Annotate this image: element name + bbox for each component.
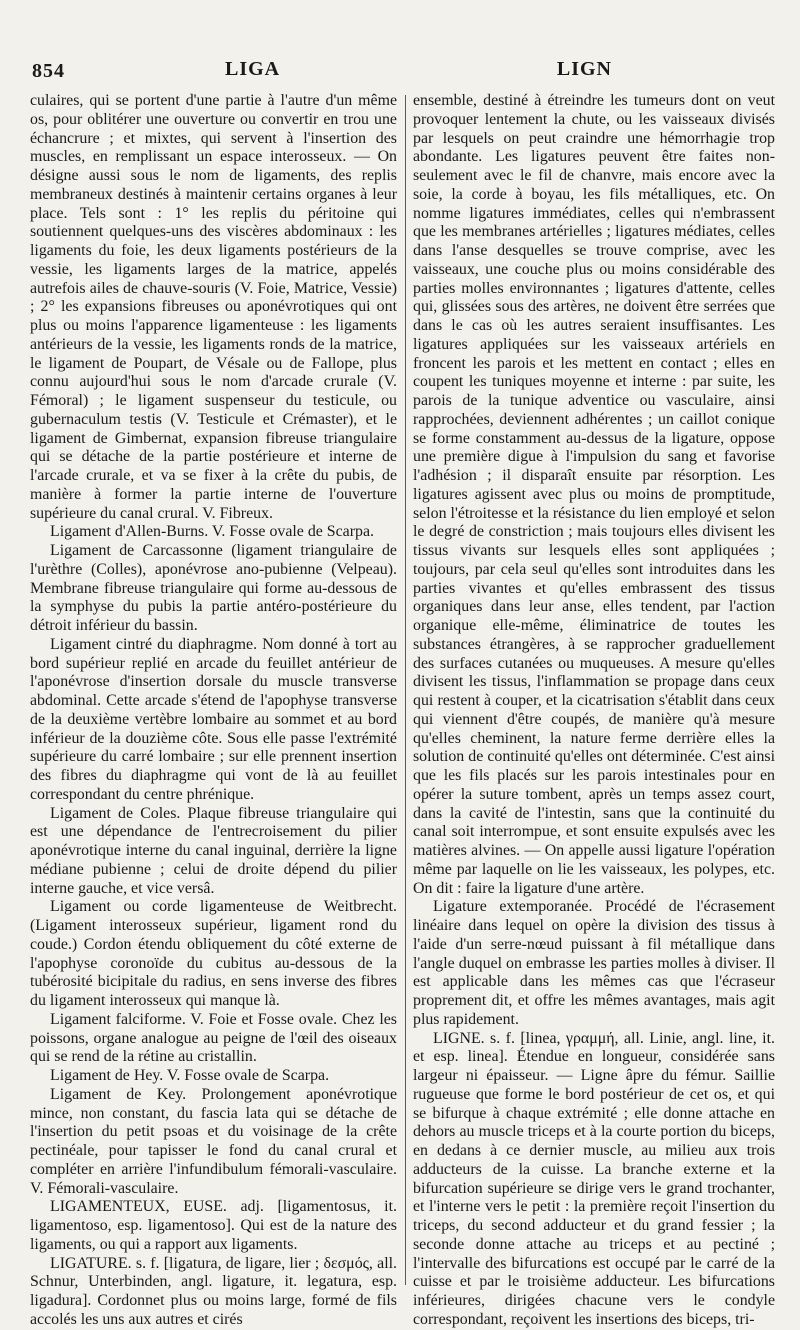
paragraph: Ligament de Coles. Plaque fibreuse triangulaire qui est une dépendance de l'entrecroisement du pilier aponévrotique interne du canal inguinal, derrière la ligne médiane pubienne ; celui de droite dépend du pilier interne gauche, et vice versâ.	[30, 804, 397, 897]
left-column	[30, 92, 397, 1328]
running-header	[30, 56, 772, 84]
paragraph: Ligament cintré du diaphragme. Nom donné à tort au bord supérieur replié en arcade du feuillet antérieur de l'aponévrose d'insertion dorsale du muscle transverse abdominal. Cette arcade s'étend de l'apophyse transverse de la deuxième vertèbre lombaire au sommet et au bord inférieur de la douzième côte. Sous elle passe l'extrémité supérieure du carré lombaire ; sur elle prennent insertion des fibres du diaphragme qui vont de là au feuillet correspondant du centre phrénique.	[30, 635, 397, 803]
entry-ligature: LIGATURE. s. f. [ligatura, de ligare, lier ; δεσμός, all. Schnur, Unterbinden, angl. ligature, it. legatura, esp. ligadura]. Cordonnet plus ou moins large, formé de fils accolés les uns aux autres et cirés	[30, 1254, 397, 1328]
column-divider	[405, 95, 406, 1285]
paragraph: Ligament de Carcassonne (ligament triangulaire de l'urèthre (Colles), aponévrose ano-pubienne (Velpeau). Membrane fibreuse triangulaire qui forme au-dessous de la symphyse du pubis la partie antéro-postérieure du détroit inférieur du bassin.	[30, 542, 397, 634]
entry-ligne: LIGNE. s. f. [linea, γραμμή, all. Linie, angl. line, it. et esp. linea]. Étendue en longueur, considérée sans largeur ni épaisseur. — Ligne âpre du fémur. Saillie rugueuse que forme le bord postérieur de cet os, et qui se bifurque à chaque extrémité ; elle donne attache en dehors au muscle triceps et à la courte portion du biceps, en dedans à ce dernier muscle, au milieu aux trois adducteurs de la cuisse. La branche externe et la bifurcation supérieure se dirige vers le grand trochanter, et l'interne vers le petit : la première reçoit l'insertion du triceps, du second adducteur et du grand fessier ; la seconde donne attache au triceps et au pectiné ; l'intervalle des bifurcations est occupé par le carré de la cuisse et par le troisième adducteur. Les bifurcations inférieures, dirigées chacune vers le condyle correspondant, reçoivent les insertions des biceps, tri-	[413, 1029, 775, 1328]
running-head-left: LIGA	[225, 58, 281, 80]
paragraph: culaires, qui se portent d'une partie à l'autre d'un même os, pour oblitérer une ouverture ou convertir en trou une échancrure ; et mixtes, qui servent à l'insertion des muscles, en remplissant un espace interosseux. — On désigne aussi sous le nom de ligaments, des replis membraneux destinés à maintenir certains organes à leur place. Tels sont : 1° les replis du péritoine qui soutiennent quelques-uns des viscères abdominaux : les ligaments du foie, les deux ligaments postérieurs de la vessie, les ligaments larges de la matrice, appelés autrefois ailes de chauve-souris (V. Foie, Matrice, Vessie) ; 2° les expansions fibreuses ou aponévrotiques qui ont plus ou moins l'apparence ligamenteuse : les ligaments antérieurs de la vessie, les ligaments ronds de la matrice, le ligament de Poupart, de Vésale ou de Fallope, plus connu aujourd'hui sous le nom d'arcade crurale (V. Fémoral) ; le ligament suspenseur du testicule, ou gubernaculum testis (V. Testicule et Crémaster), et le ligament de Gimbernat, expansion fibreuse triangulaire qui se détache de la partie postérieure et interne de l'arcade crurale, et va se fixer à la crête du pubis, de manière à former la partie interne de l'ouverture supérieure du canal crural. V. Fibreux.	[30, 92, 397, 522]
entry-ligamenteux: LIGAMENTEUX, EUSE. adj. [ligamentosus, it. ligamentoso, esp. ligamentoso]. Qui est de la nature des ligaments, ou qui a rapport aux ligaments.	[30, 1198, 397, 1253]
paragraph: Ligament d'Allen-Burns. V. Fosse ovale de Scarpa.	[50, 523, 375, 541]
running-head-right: LIGN	[556, 58, 612, 80]
page-number: 854	[32, 60, 65, 82]
paragraph: Ligament de Key. Prolongement aponévrotique mince, non constant, du fascia lata qui se détache de l'insertion du petit psoas et du voisinage de la crête pectinéale, pour tapisser le fond du canal crural et compléter en arrière l'infundibulum fémorali-vasculaire. V. Fémorali-vasculaire.	[30, 1085, 397, 1197]
paragraph: ensemble, destiné à étreindre les tumeurs dont on veut provoquer lentement la chute, ou les vaisseaux divisés par lesquels on peut craindre une hémorrhagie trop abondante. Les ligatures peuvent être faites non-seulement avec le fil de chanvre, mais encore avec la soie, la corde à boyau, les fils métalliques, etc. On nomme ligatures immédiates, celles qui n'embrassent que les membranes artérielles ; ligatures médiates, celles dans l'anse desquelles se trouve comprise, avec les vaisseaux, une couche plus ou moins considérable des parties molles environnantes ; ligatures d'attente, celles qui, glissées sous des artères, ne doivent être serrées que dans le cas où les autres seraient insuffisantes. Les ligatures appliquées sur les vaisseaux artériels en froncent les parois et les mettent en contact ; elles en coupent les tuniques moyenne et interne : par suite, les parois de la tunique adventice ou vasculaire, ainsi rapprochées, deviennent adhérentes ; un caillot conique se forme constamment au-dessus de la ligature, oppose une première digue à l'impulsion du sang et favorise l'adhésion ; il disparaît ensuite par résorption. Les ligatures agissent avec plus ou moins de promptitude, selon l'étroitesse et la résistance du lien employé et selon le degré de constriction ; mais toujours elles divisent les tissus vivants sur lesquels elles sont appliquées ; toujours, par cela seul qu'elles sont introduites dans les parties vivantes et qu'elles embrassent des tissus organiques dans leur anse, elles tendent, par l'action organique elle-même, éliminatrice de toutes les substances étrangères, à se rapprocher graduellement des surfaces cutanées ou muqueuses. A mesure qu'elles divisent les tissus, l'inflammation se propage dans ceux qui restent à couper, et la cicatrisation s'établit dans ceux qui viennent d'être coupés, de manière qu'à mesure qu'elles cheminent, la nature ferme derrière elles la solution de continuité qu'elles ont déterminée. C'est ainsi que les fils placés sur les parois intestinales pour en opérer la suture tombent, après un temps assez court, dans la cavité de l'intestin, sans que la continuité du canal soit interrompue, et sont ensuite expulsés avec les matières alvines. — On appelle aussi ligature l'opération même par laquelle on lie les vaisseaux, les polypes, etc. On dit : faire la ligature d'une artère.	[413, 92, 775, 897]
paragraph: Ligament ou corde ligamenteuse de Weitbrecht. (Ligament interosseux supérieur, ligament rond du coude.) Cordon étendu obliquement du côté externe de l'apophyse coronoïde du cubitus au-dessous de la tubérosité bicipitale du radius, en sens inverse des fibres du ligament interosseux qui manque là.	[30, 898, 397, 1009]
paragraph: Ligament falciforme. V. Foie et Fosse ovale. Chez les poissons, organe analogue au peigne de l'œil des oiseaux qui se rend de la rétine au cristallin.	[30, 1010, 397, 1066]
paragraph: Ligament de Hey. V. Fosse ovale de Scarpa.	[50, 1067, 330, 1084]
right-column	[413, 92, 775, 1328]
paragraph: Ligature extemporanée. Procédé de l'écrasement linéaire dans lequel on opère la division des tissus à l'aide d'un serre-nœud puissant à fil métallique dans l'angle duquel on embrasse les parties molles à diviser. Il est applicable dans les mêmes cas que l'écraseur proprement dit, et offre les mêmes avantages, mais agit plus rapidement.	[413, 898, 775, 1028]
